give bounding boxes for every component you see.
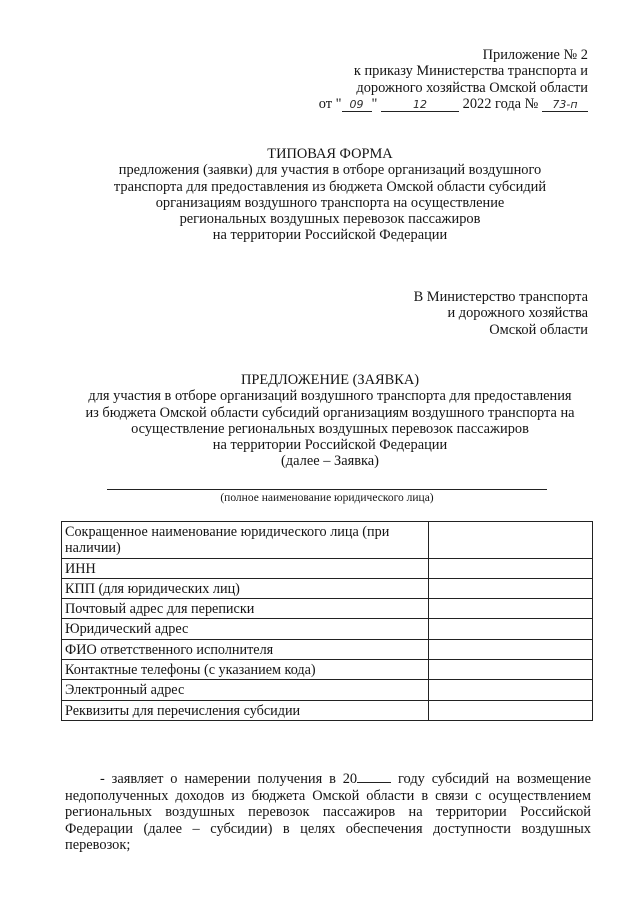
row-label: Юридический адрес bbox=[62, 619, 429, 639]
table-row bbox=[62, 558, 593, 578]
table-row bbox=[62, 660, 593, 680]
table-row bbox=[62, 522, 593, 559]
row-value bbox=[429, 619, 593, 639]
date-year: 2022 года № bbox=[462, 95, 539, 112]
proposal-line: на территории Российской Федерации bbox=[212, 437, 448, 454]
row-value bbox=[429, 558, 593, 578]
date-quote: " bbox=[371, 95, 378, 112]
addressee-line: В Министерство транспорта bbox=[413, 289, 588, 305]
typical-form-line: предложения (заявки) для участия в отборе организаций воздушного bbox=[118, 162, 542, 179]
row-label: ФИО ответственного исполнителя bbox=[62, 639, 429, 659]
table-row bbox=[62, 680, 593, 700]
table-row bbox=[62, 599, 593, 619]
declaration-part2: году субсидий на возмещение недополученных доходов из бюджета Омской области в связи с осуществлением региональных воздушных перевозок пассажиров на территории Российской Федерации (далее – субсидии) в целях обеспечения доступности воздушных перевозок; bbox=[65, 771, 591, 853]
annex-title: Приложение № 2 bbox=[482, 47, 588, 63]
proposal-line: для участия в отборе организаций воздушного транспорта для предоставления bbox=[88, 388, 572, 405]
order-number: 73-п bbox=[542, 99, 588, 112]
fullname-caption: (полное наименование юридического лица) bbox=[220, 492, 434, 504]
proposal-title: ПРЕДЛОЖЕНИЕ (ЗАЯВКА) bbox=[240, 372, 420, 388]
row-value bbox=[429, 700, 593, 720]
year-blank bbox=[357, 770, 391, 783]
row-label: Реквизиты для перечисления субсидии bbox=[62, 700, 429, 720]
row-value bbox=[429, 578, 593, 598]
row-value bbox=[429, 639, 593, 659]
row-label: Почтовый адрес для переписки bbox=[62, 599, 429, 619]
table-row bbox=[62, 700, 593, 720]
table-row bbox=[62, 578, 593, 598]
row-label: Контактные телефоны (с указанием кода) bbox=[62, 660, 429, 680]
row-label: КПП (для юридических лиц) bbox=[62, 578, 429, 598]
table-row bbox=[62, 639, 593, 659]
proposal-block bbox=[60, 372, 600, 470]
fullname-input-line bbox=[107, 489, 547, 490]
annex-date-line bbox=[319, 96, 588, 112]
proposal-line: осуществление региональных воздушных перевозок пассажиров bbox=[131, 420, 529, 437]
declaration-paragraph bbox=[65, 770, 591, 854]
annex-order-line: к приказу Министерства транспорта и bbox=[353, 63, 588, 80]
typical-form-line: организациям воздушного транспорта на осуществление bbox=[155, 194, 505, 211]
typical-form-line: на территории Российской Федерации bbox=[212, 227, 448, 244]
typical-form-block bbox=[60, 146, 600, 244]
row-label: Электронный адрес bbox=[62, 680, 429, 700]
declaration-part1: - заявляет о намерении получения в 20 bbox=[100, 771, 358, 787]
row-value bbox=[429, 680, 593, 700]
annex-ministry-line: дорожного хозяйства Омской области bbox=[356, 79, 588, 96]
proposal-line: из бюджета Омской области субсидий организациям воздушного транспорта на bbox=[85, 404, 575, 421]
date-prefix: от " bbox=[318, 95, 342, 112]
addressee-line: Омской области bbox=[489, 321, 588, 338]
row-value bbox=[429, 599, 593, 619]
addressee-block bbox=[414, 289, 588, 338]
typical-form-line: транспорта для предоставления из бюджета Омской области субсидий bbox=[113, 178, 547, 195]
requisites-table bbox=[61, 521, 593, 721]
table-row bbox=[62, 619, 593, 639]
row-label: Сокращенное наименование юридического лица (при наличии) bbox=[62, 522, 429, 559]
date-day: 09 bbox=[342, 99, 372, 112]
typical-form-line: региональных воздушных перевозок пассажиров bbox=[179, 211, 481, 228]
addressee-line: и дорожного хозяйства bbox=[447, 305, 588, 322]
row-value bbox=[429, 522, 593, 559]
annex-header bbox=[319, 47, 588, 112]
proposal-line: (далее – Заявка) bbox=[281, 453, 379, 470]
typical-form-heading: ТИПОВАЯ ФОРМА bbox=[267, 146, 393, 162]
date-month: 12 bbox=[381, 99, 459, 112]
row-label: ИНН bbox=[62, 558, 429, 578]
row-value bbox=[429, 660, 593, 680]
